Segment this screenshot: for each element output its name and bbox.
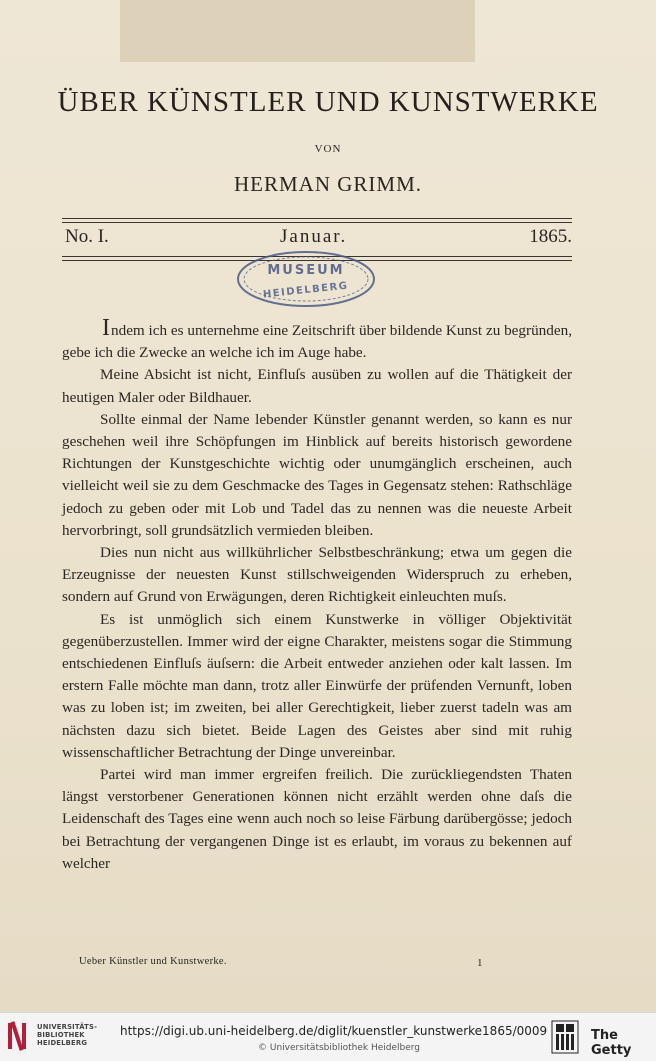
library-logo-icon[interactable] bbox=[6, 1019, 32, 1053]
paragraph: Es ist unmöglich sich einem Kunstwerke in völliger Objektivität gegenüberzustellen. Immer wird der eigne Charakter, meistens sogar die Stimmung entschiedenen Einfluſs äuſsern: die Arbeit entweder anziehen oder kalt lassen. Im erstern Falle möchte man dann, trotz aller Einwürfe der prüfenden Vernunft, loben was zu loben ist; im zweiten, bei aller Gerechtigkeit, lieber zuerst tadeln was am nächsten dazu sich bietet. Beide Lagen des Geistes aber sind mit ruhig wissenschaftlicher Betrachtung der Dinge unvereinbar. bbox=[62, 610, 572, 761]
top-rule bbox=[62, 218, 572, 219]
paragraph: Partei wird man immer ergreifen freilich. Die zurückliegendsten Thaten längst verstorbener Generationen können nicht erzählt werden ohne daſs die Leidenschaft des Tages eine wenn auch noch so leise Färbung darübergösse; jedoch bei Betrachtung der vergangenen Dinge ist es erlaubt, im voraus zu bekennen auf welcher bbox=[62, 766, 572, 872]
paragraph: Dies nun nicht aus willkührlicher Selbstbeschränkung; etwa um gegen die Erzeugnisse der neuesten Kunst stillschweigenden Widerspruch zu erheben, sondern auf Grund von Erwägungen, deren Richtigkeit einleuchten muſs. bbox=[62, 544, 572, 606]
issue-number: No. I. bbox=[65, 226, 109, 247]
paragraph: Indem ich es unternehme eine Zeitschrift über bildende Kunst zu begründen, gebe ich die Zwecke an welche ich im Auge habe. bbox=[62, 315, 572, 362]
paragraph: Sollte einmal der Name lebender Künstler genannt werden, so kann es nur geschehen weil ihre Schöpfungen im Hinblick auf bereits historisch gewordene Richtungen der Kunstgeschichte wichtig oder unumgänglich erscheinen, auch vielleicht weil sie zu dem Geschmacke des Tages in Gegensatz stehen: Rathschläge jedoch zu geben oder mit Lob und Tadel das zu nennen was die neueste Arbeit hervorbringt, soll grundsätzlich vermieden bleiben. bbox=[62, 410, 572, 539]
library-name: UNIVERSITÄTS- BIBLIOTHEK HEIDELBERG bbox=[37, 1023, 98, 1047]
copyright-notice: © Universitätsbibliothek Heidelberg bbox=[258, 1043, 421, 1053]
partner-name: The Getty bbox=[591, 1028, 632, 1058]
stamp-line-2: HEIDELBERG bbox=[262, 280, 349, 301]
getty-logo-icon[interactable] bbox=[551, 1020, 579, 1054]
paragraph: Meine Absicht ist nicht, Einfluſs ausüben zu wollen auf die Thätigkeit der heutigen Maler oder Bildhauer. bbox=[62, 366, 572, 406]
top-rule-inner bbox=[62, 222, 572, 223]
article-body bbox=[62, 315, 572, 875]
viewer-bar bbox=[0, 1012, 656, 1061]
permalink-url[interactable]: https://digi.ub.uni-heidelberg.de/diglit/kuenstler_kunstwerke1865/0009 bbox=[120, 1024, 548, 1038]
running-title: Ueber Künstler und Kunstwerke. bbox=[79, 956, 227, 967]
journal-title: ÜBER KÜNSTLER UND KUNSTWERKE bbox=[57, 86, 599, 118]
issue-month: Januar. bbox=[280, 226, 348, 247]
paper-tab-shade bbox=[120, 0, 475, 62]
page-number: 1 bbox=[477, 957, 483, 969]
byline-von: VON bbox=[314, 143, 342, 155]
author-name: HERMAN GRIMM. bbox=[233, 172, 422, 196]
stamp-line-1: MUSEUM bbox=[267, 263, 345, 278]
issue-year: 1865. bbox=[529, 226, 572, 247]
museum-stamp bbox=[235, 248, 377, 310]
drop-cap: I bbox=[102, 315, 110, 341]
